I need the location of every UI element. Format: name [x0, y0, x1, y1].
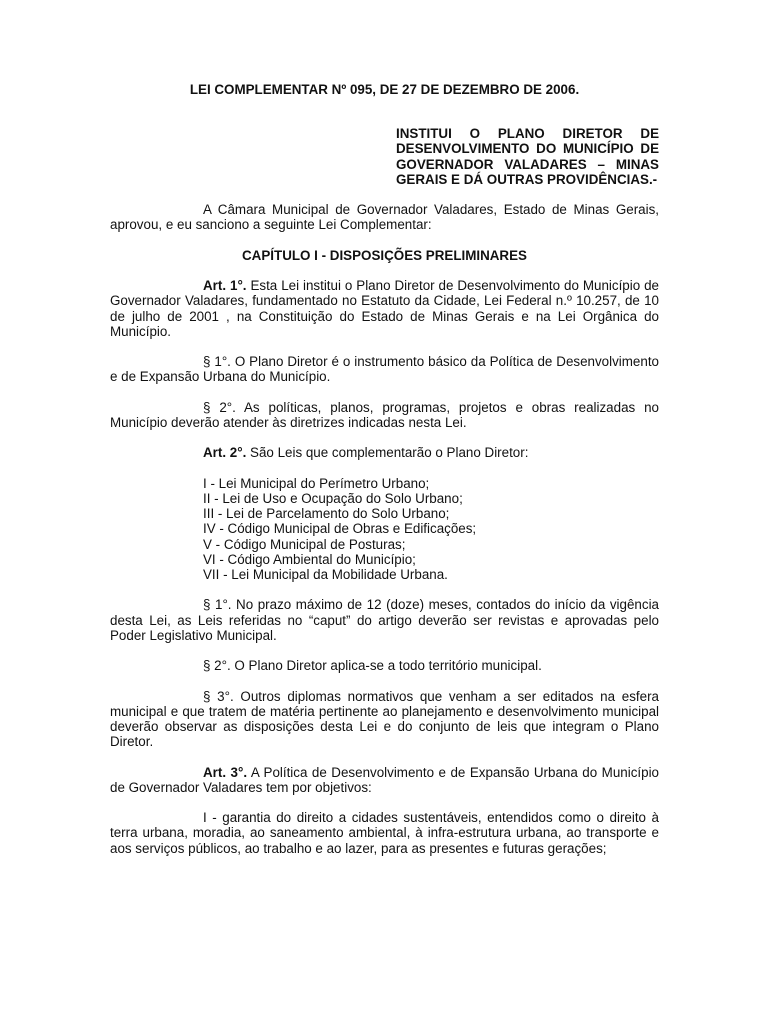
art1-par1: § 1°. O Plano Diretor é o instrumento básico da Política de Desenvolvimento e de Expansão Urbana do Município. [110, 354, 659, 385]
art1-par2: § 2°. As políticas, planos, programas, projetos e obras realizadas no Município deverão atender às diretrizes indicadas nesta Lei. [110, 399, 659, 430]
art2-list [203, 476, 659, 582]
list-item: IV - Código Municipal de Obras e Edificações; [203, 521, 477, 537]
art2-par2: § 2°. O Plano Diretor aplica-se a todo território municipal. [203, 658, 542, 674]
art1-paragraph [110, 278, 659, 339]
list-item: III - Lei de Parcelamento do Solo Urbano; [203, 506, 450, 522]
list-item: VII - Lei Municipal da Mobilidade Urbana. [203, 566, 448, 582]
preamble-paragraph: A Câmara Municipal de Governador Valadares, Estado de Minas Gerais, aprovou, e eu sanciono a seguinte Lei Complementar: [110, 202, 659, 233]
art1-label: Art. 1°. [203, 278, 247, 294]
chapter-heading: CAPÍTULO I - DISPOSIÇÕES PRELIMINARES [242, 247, 527, 263]
document-title: LEI COMPLEMENTAR Nº 095, DE 27 DE DEZEMBRO DE 2006. [189, 82, 580, 97]
art2-label: Art. 2°. [203, 445, 247, 461]
art3-paragraph [110, 765, 659, 795]
art3-item1: I - garantia do direito a cidades sustentáveis, entendidos como o direito à terra urbana, moradia, ao saneamento ambiental, à infra-estrutura urbana, ao transporte e aos serviços públicos, ao trabalho e ao lazer, para as presentes e futuras gerações; [110, 810, 659, 856]
art3-text: A Política de Desenvolvimento e de Expansão Urbana do Município de Governador Valadares tem por objetivos: [110, 764, 659, 795]
list-item: I - Lei Municipal do Perímetro Urbano; [203, 475, 430, 491]
art2-text: São Leis que complementarão o Plano Diretor: [246, 445, 529, 461]
list-item: II - Lei de Uso e Ocupação do Solo Urbano; [203, 490, 463, 506]
art1-text: Esta Lei institui o Plano Diretor de Desenvolvimento do Município de Governador Valadares, fundamentado no Estatuto da Cidade, Lei Federal n.º 10.257, de 10 de julho de 2001 , na Constituição do Estado de Minas Gerais e na Lei Orgânica do Município. [110, 278, 660, 339]
art2-paragraph [110, 445, 659, 460]
document-ementa: INSTITUI O PLANO DIRETOR DE DESENVOLVIMENTO DO MUNICÍPIO DE GOVERNADOR VALADARES – MINAS GERAIS E DÁ OUTRAS PROVIDÊNCIAS.- [396, 126, 659, 187]
document-page [110, 82, 659, 856]
list-item: VI - Código Ambiental do Município; [203, 551, 416, 567]
art2-par3: § 3°. Outros diplomas normativos que venham a ser editados na esfera municipal e que tratem de matéria pertinente ao planejamento e desenvolvimento municipal deverão observar as disposições desta Lei e do conjunto de leis que integram o Plano Diretor. [110, 688, 659, 750]
art2-par1: § 1°. No prazo máximo de 12 (doze) meses, contados do início da vigência desta Lei, as Leis referidas no “caput” do artigo deverão ser revistas e aprovadas pelo Poder Legislativo Municipal. [110, 597, 659, 643]
list-item: V - Código Municipal de Posturas; [203, 536, 406, 552]
art3-label: Art. 3°. [203, 764, 248, 780]
